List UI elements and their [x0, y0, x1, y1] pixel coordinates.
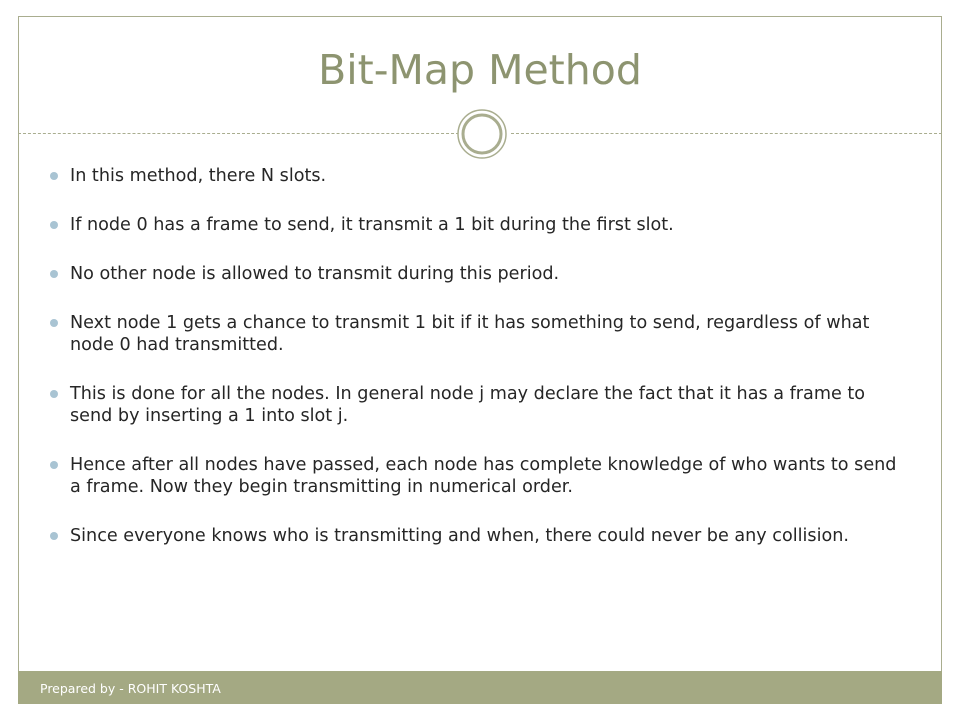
bullet-item: [50, 454, 910, 498]
dot-bullet-icon: [50, 532, 58, 540]
bullet-item: [50, 263, 910, 285]
bullet-list: [50, 165, 910, 574]
title-divider-right: [511, 133, 942, 134]
bullet-text: Next node 1 gets a chance to transmit 1 bit if it has something to send, regardless of what node 0 had transmitted.: [70, 313, 870, 355]
bullet-text: If node 0 has a frame to send, it transmit a 1 bit during the first slot.: [70, 215, 674, 235]
bullet-item: [50, 525, 910, 547]
double-circle-icon: [456, 108, 508, 160]
slide-title: Bit-Map Method: [318, 46, 642, 94]
bullet-item: [50, 165, 910, 187]
bullet-text: This is done for all the nodes. In general node j may declare the fact that it has a frame to send by inserting a 1 into slot j.: [70, 384, 866, 426]
bullet-text: Since everyone knows who is transmitting and when, there could never be any collision.: [70, 526, 849, 546]
bullet-item: [50, 214, 910, 236]
bullet-text: No other node is allowed to transmit during this period.: [70, 264, 560, 284]
dot-bullet-icon: [50, 461, 58, 469]
dot-bullet-icon: [50, 172, 58, 180]
title-divider-left: [18, 133, 459, 134]
dot-bullet-icon: [50, 270, 58, 278]
bullet-text: Hence after all nodes have passed, each node has complete knowledge of who wants to send a frame. Now they begin transmitting in numerical order.: [70, 455, 897, 497]
footer-author: Prepared by - ROHIT KOSHTA: [40, 681, 221, 696]
dot-bullet-icon: [50, 390, 58, 398]
dot-bullet-icon: [50, 319, 58, 327]
dot-bullet-icon: [50, 221, 58, 229]
bullet-text: In this method, there N slots.: [70, 166, 327, 186]
bullet-item: [50, 383, 910, 427]
footer-bar: [18, 671, 942, 704]
bullet-item: [50, 312, 910, 356]
